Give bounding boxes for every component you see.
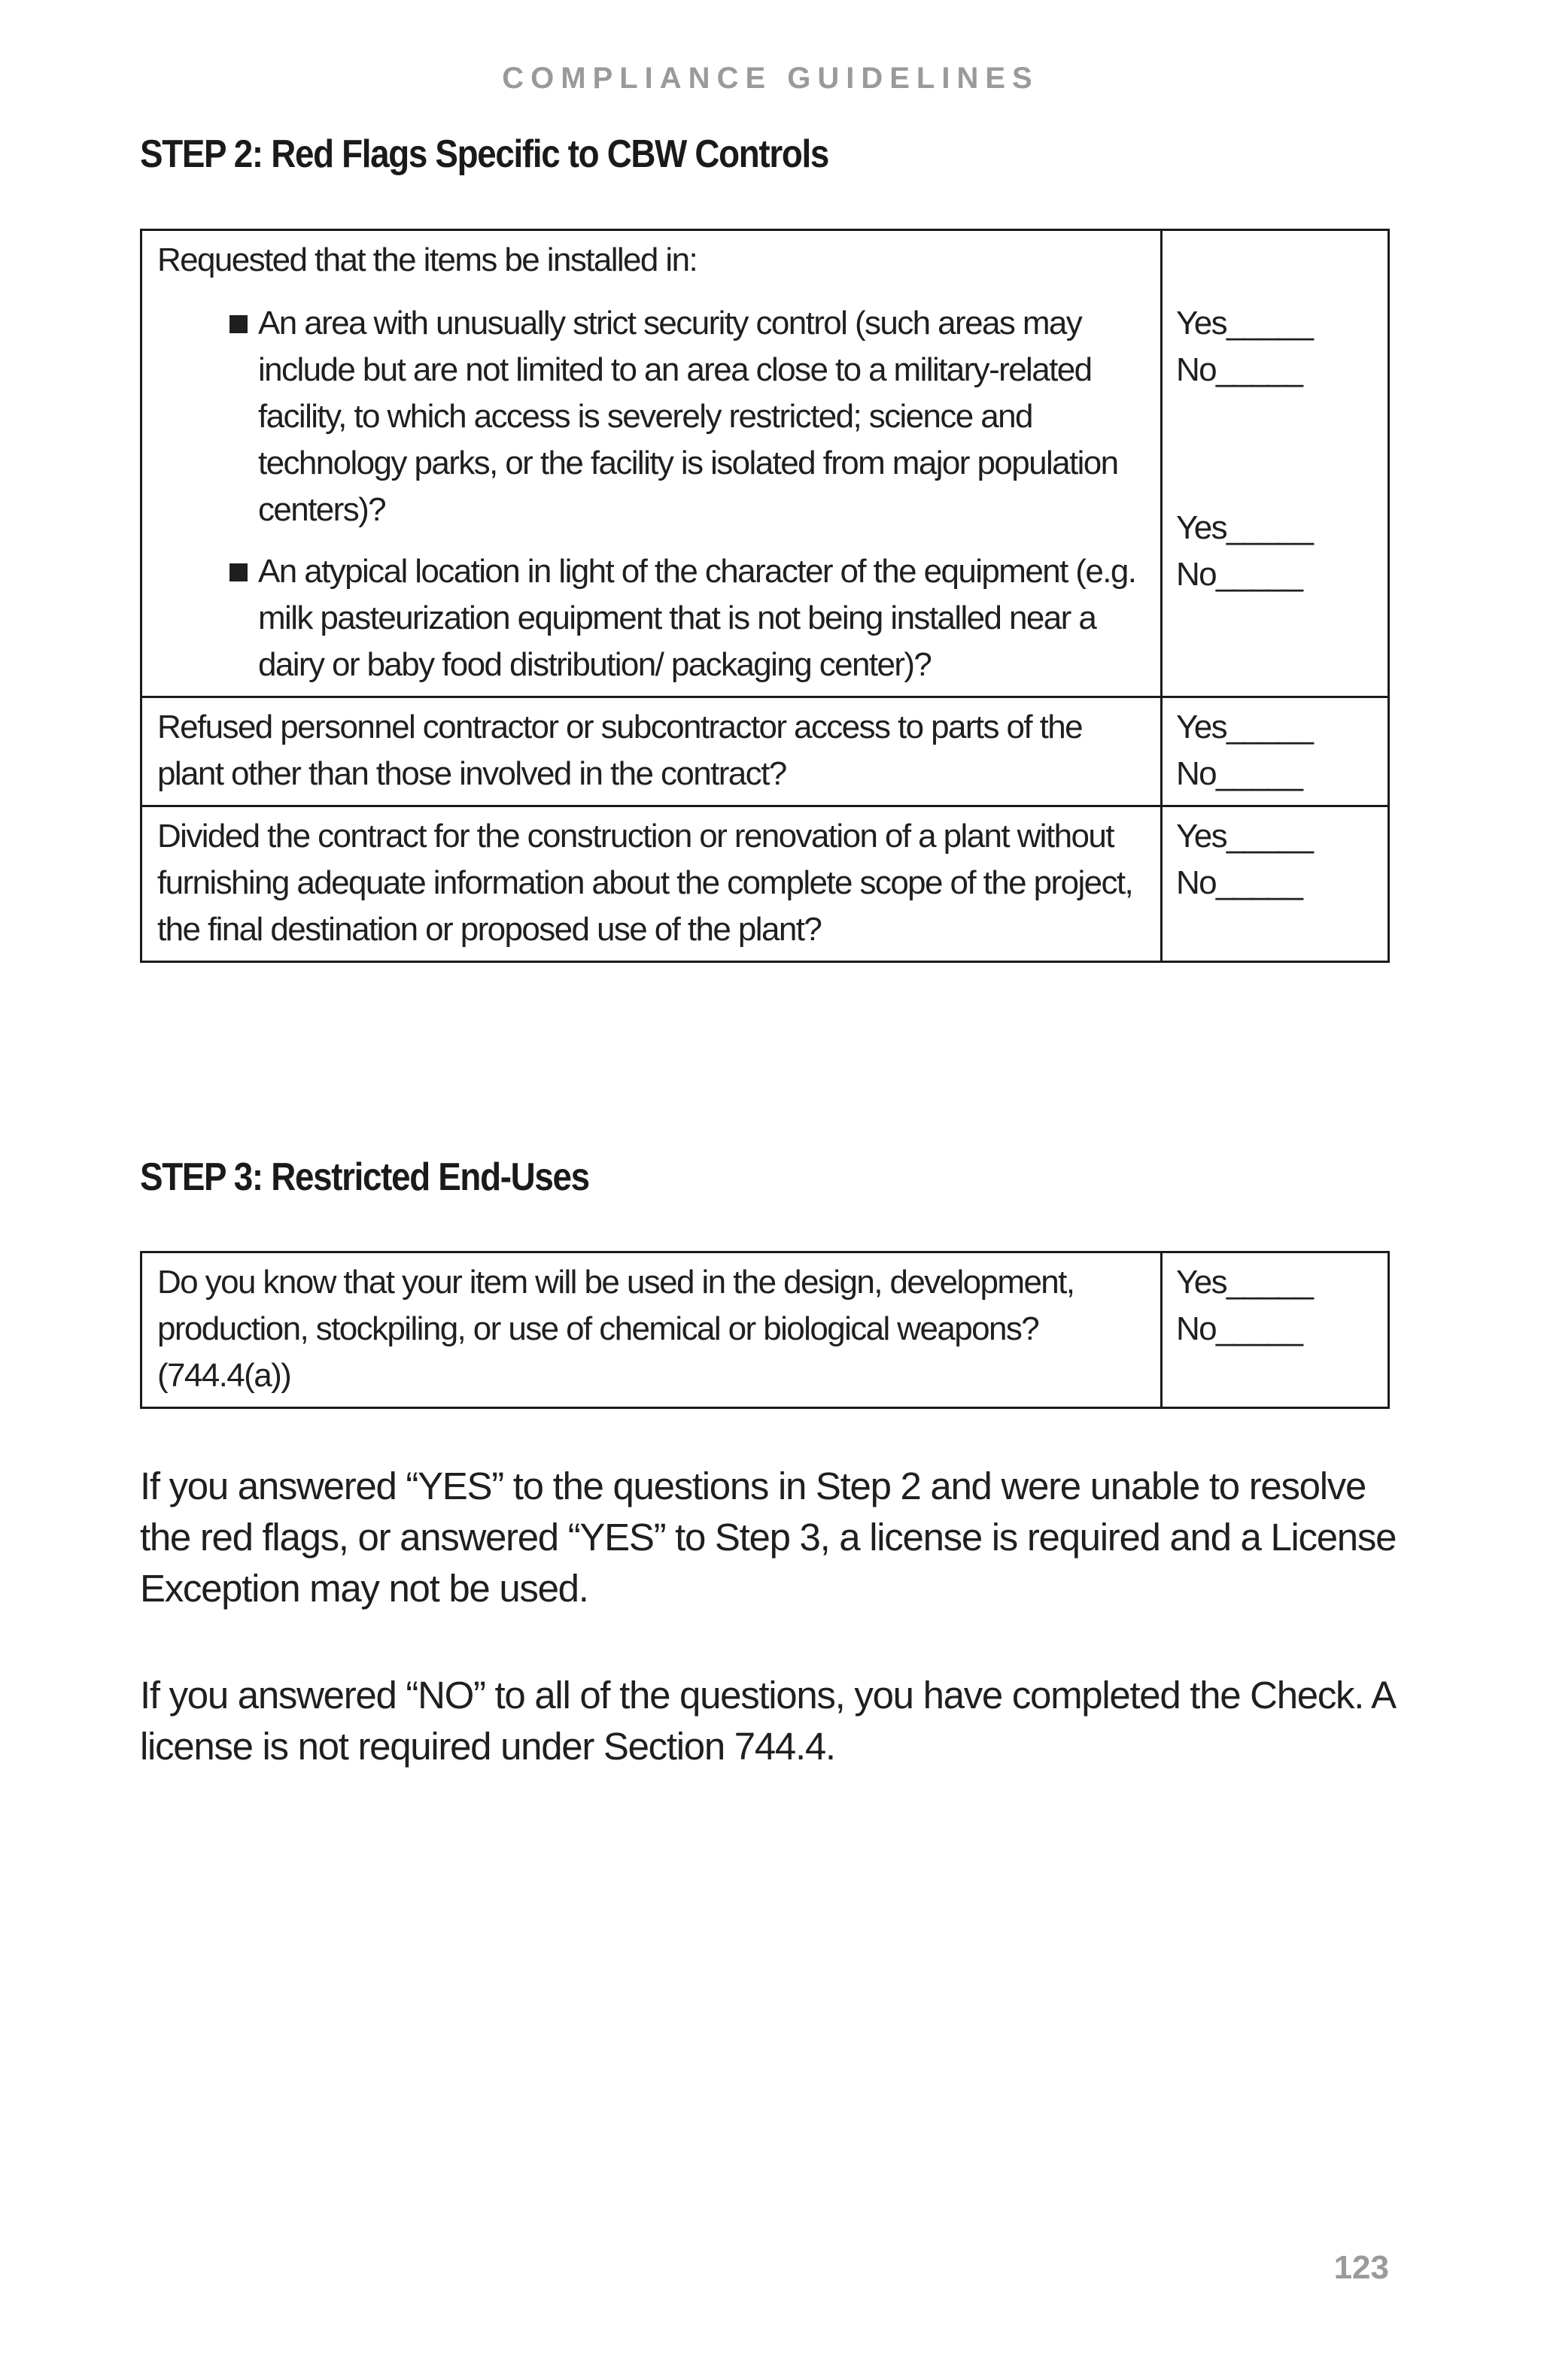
question-cell: Divided the contract for the construction or renovation of a plant without furnishing adequate information about the complete scope of the project, the final destination or proposed use of the plant? bbox=[141, 806, 1162, 962]
no-blank[interactable]: No_____ bbox=[1176, 556, 1302, 593]
yes-blank[interactable]: Yes_____ bbox=[1176, 1264, 1313, 1301]
yes-blank[interactable]: Yes_____ bbox=[1176, 509, 1313, 546]
bullet-text: An area with unusually strict security control (such areas may include but are not limited to an area close to a military-related facility, to which access is severely restricted; science and technology parks, or the facility is isolated from major population centers)? bbox=[258, 305, 1118, 528]
yes-blank[interactable]: Yes_____ bbox=[1176, 709, 1313, 745]
question-cell: Refused personnel contractor or subcontractor access to parts of the plant other than those involved in the contract? bbox=[141, 697, 1162, 806]
step3-heading: STEP 3: Restricted End-Uses bbox=[140, 1155, 589, 1199]
step2-heading: STEP 2: Red Flags Specific to CBW Controls bbox=[140, 132, 828, 176]
answer-cell bbox=[1162, 697, 1389, 806]
question-cell: Do you know that your item will be used in the design, development, production, stockpiling, or use of chemical or biological weapons? (744.4(a)) bbox=[141, 1252, 1162, 1408]
license-not-required-paragraph: If you answered “NO” to all of the questions, you have completed the Check. A license is not required under Section 744.4. bbox=[140, 1674, 1394, 1768]
running-head: COMPLIANCE GUIDELINES bbox=[502, 62, 1039, 95]
license-required-paragraph: If you answered “YES” to the questions in Step 2 and were unable to resolve the red flags, or answered “YES” to Step 3, a license is required and a License Exception may not be used. bbox=[140, 1465, 1397, 1610]
no-blank[interactable]: No_____ bbox=[1176, 1310, 1302, 1347]
row-intro: Requested that the items be installed in: bbox=[157, 241, 698, 278]
page-number: 123 bbox=[1333, 2249, 1389, 2286]
square-bullet-icon bbox=[229, 563, 248, 581]
table-row bbox=[141, 806, 1389, 962]
step2-checklist-table bbox=[140, 229, 1390, 963]
list-item bbox=[157, 300, 1147, 533]
yes-blank[interactable]: Yes_____ bbox=[1176, 818, 1313, 855]
step3-checklist-table bbox=[140, 1251, 1390, 1409]
table-row bbox=[141, 230, 1389, 697]
no-blank[interactable]: No_____ bbox=[1176, 864, 1302, 901]
table-row bbox=[141, 1252, 1389, 1408]
answer-cell bbox=[1162, 230, 1389, 697]
bullet-text: An atypical location in light of the character of the equipment (e.g. milk pasteurization equipment that is not being installed near a dairy or baby food distribution/ packaging center)? bbox=[258, 553, 1136, 683]
no-blank[interactable]: No_____ bbox=[1176, 755, 1302, 792]
answer-cell bbox=[1162, 806, 1389, 962]
answer-cell bbox=[1162, 1252, 1389, 1408]
list-item bbox=[157, 548, 1147, 688]
table-row bbox=[141, 697, 1389, 806]
question-cell bbox=[141, 230, 1162, 697]
square-bullet-icon bbox=[229, 315, 248, 333]
yes-blank[interactable]: Yes_____ bbox=[1176, 305, 1313, 342]
no-blank[interactable]: No_____ bbox=[1176, 351, 1302, 388]
